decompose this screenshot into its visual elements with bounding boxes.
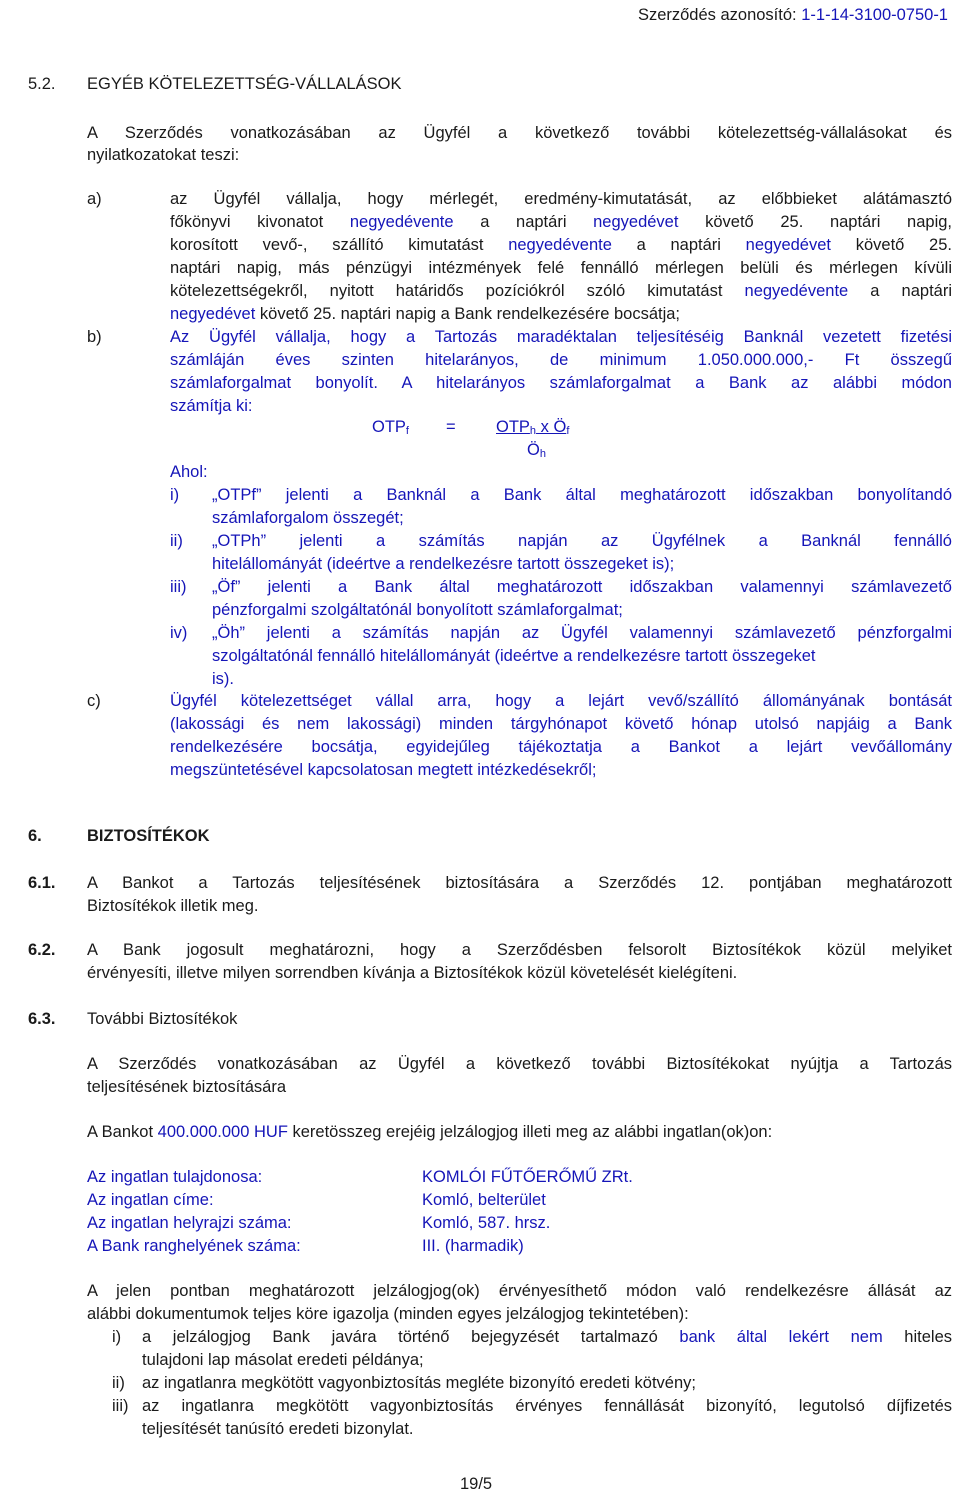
contract-id-header xyxy=(638,6,948,25)
item-a-line-4: naptári napig, más pénzügyi intézmények felé fennálló mérlegen belüli és mérlegen kívüli xyxy=(170,259,952,277)
doc-ii-num: ii) xyxy=(112,1374,125,1392)
section-5-2-number: 5.2. xyxy=(28,75,56,93)
property-parcel-value: Komló, 587. hrsz. xyxy=(422,1214,551,1232)
b-item-ii-line-1: „OTPh” jelenti a számítás napján az Ügyfélnek a Banknál fennálló xyxy=(212,532,952,550)
mortgage-amount-line: A Bankot 400.000.000 HUF keretösszeg erejéig jelzálogjog illeti meg az alábbi ingatlan(ok)on: xyxy=(87,1123,773,1141)
b-item-iv-line-2: szolgáltatónál fennálló hitelállományát (ideértve a rendelkezésre tartott összegeket xyxy=(212,647,816,665)
section-6-2-line-2: érvényesíti, illetve milyen sorrendben kívánja a Biztosítékok közül követelését kielégíteni. xyxy=(87,964,738,982)
docs-intro-line-1: A jelen pontban meghatározott jelzálogjog(ok) érvényesíthető módon való rendelkezésre állását az xyxy=(87,1282,952,1300)
b-item-ii-line-2: hitelállományát (ideértve a rendelkezésre tartott összegeket is); xyxy=(212,555,675,573)
bank-rank-label: A Bank ranghelyének száma: xyxy=(87,1237,301,1255)
section-6-3-p1-line-2: teljesítésének biztosítására xyxy=(87,1078,287,1096)
item-a-line-1: az Ügyfél vállalja, hogy mérlegét, eredmény-kimutatását, az előbbieket alátámasztó xyxy=(170,190,952,208)
item-a-line-5: kötelezettségekről, nyitott határidős pozíciókról szóló kimutatást negyedévente a naptári xyxy=(170,282,953,300)
item-b-label: b) xyxy=(87,328,102,346)
item-c-label: c) xyxy=(87,692,101,710)
contract-id-label: Szerződés azonosító: xyxy=(637,6,797,24)
b-item-iv-line-1: „Öh” jelenti a számítás napján az Ügyfél valamennyi számlavezető pénzforgalmi xyxy=(212,624,952,642)
b-item-i-line-1: „OTPf” jelenti a Banknál a Bank által meghatározott időszakban bonyolítandó xyxy=(212,486,952,504)
doc-iii-num: iii) xyxy=(112,1397,129,1415)
docs-intro-line-2: alábbi dokumentumok teljes köre igazolja (minden egyes jelzálogjog tekintetében): xyxy=(87,1305,689,1323)
section-6-title: BIZTOSÍTÉKOK xyxy=(87,827,210,845)
formula-lhs: OTPf xyxy=(372,418,409,437)
item-a-line-6: negyedévet követő 25. naptári napig a Bank rendelkezésére bocsátja; xyxy=(170,305,681,323)
formula-equals: = xyxy=(446,418,456,436)
b-item-iv-num: iv) xyxy=(170,624,188,642)
item-a-line-3: korosított vevő-, szállító kimutatást negyedévente a naptári negyedévet követő 25. xyxy=(170,236,952,254)
property-address-value: Komló, belterület xyxy=(422,1191,546,1209)
item-a-label: a) xyxy=(87,190,102,208)
item-c-line-2: (lakossági és nem lakossági) minden tárgyhónapot követő hónap utolsó napjáig a Bank xyxy=(170,715,952,733)
section-6-3-p1-line-1: A Szerződés vonatkozásában az Ügyfél a következő további Biztosítékokat nyújtja a Tartozás xyxy=(87,1055,952,1073)
section-6-3-title: További Biztosítékok xyxy=(87,1010,238,1028)
b-item-iii-line-2: pénzforgalmi szolgáltatónál bonyolított számlaforgalmat; xyxy=(212,601,623,619)
b-item-ii-num: ii) xyxy=(170,532,183,550)
formula-denominator: Öh xyxy=(527,441,546,460)
section-6-1-line-2: Biztosítékok illetik meg. xyxy=(87,897,259,915)
property-address-label: Az ingatlan címe: xyxy=(87,1191,214,1209)
item-b-line-2: számláján éves szinten hitelarányos, de minimum 1.050.000.000,- Ft összegű xyxy=(170,351,952,369)
item-b-line-1: Az Ügyfél vállalja, hogy a Tartozás maradéktalan teljesítéséig Banknál vezetett fizetési xyxy=(170,328,952,346)
contract-id-value: 1-1-14-3100-0750-1 xyxy=(801,6,948,24)
item-b-line-4: számítja ki: xyxy=(170,397,253,415)
section-6-3-number: 6.3. xyxy=(28,1010,56,1028)
doc-iii-line-1: az ingatlanra megkötött vagyonbiztosítás érvényes fennállását bizonyító, legutolsó díjfizetés xyxy=(142,1397,952,1415)
property-owner-label: Az ingatlan tulajdonosa: xyxy=(87,1168,263,1186)
b-item-iv-line-3: is). xyxy=(212,670,234,688)
page-number: 19/5 xyxy=(460,1475,493,1493)
bank-rank-value: III. (harmadik) xyxy=(422,1237,524,1255)
section-5-2-title: EGYÉB KÖTELEZETTSÉG-VÁLLALÁSOK xyxy=(87,75,402,93)
item-c-line-1: Ügyfél kötelezettséget vállal arra, hogy a lejárt vevő/szállító állományának bontását xyxy=(170,692,952,710)
item-c-line-4: megszüntetésével kapcsolatosan megtett intézkedésekről; xyxy=(170,761,597,779)
property-owner-value: KOMLÓI FŰTŐERŐMŰ ZRt. xyxy=(422,1168,633,1186)
item-a-line-2: főkönyvi kivonatot negyedévente a naptári negyedévet követő 25. naptári napig, xyxy=(170,213,952,231)
doc-i-line-1: a jelzálogjog Bank javára történő bejegyzését tartalmazó bank által lekért nem hiteles xyxy=(142,1328,953,1346)
b-item-i-num: i) xyxy=(170,486,180,504)
doc-ii-line-1: az ingatlanra megkötött vagyonbiztosítás megléte bizonyító eredeti kötvény; xyxy=(142,1374,696,1392)
doc-i-line-2: tulajdoni lap másolat eredeti példánya; xyxy=(142,1351,424,1369)
section-6-1-number: 6.1. xyxy=(28,874,56,892)
section-6-2-number: 6.2. xyxy=(28,941,56,959)
item-c-line-3: rendelkezésére bocsátja, egyidejűleg tájékoztatja a Bankot a lejárt vevőállomány xyxy=(170,738,952,756)
intro-line-2: nyilatkozatokat teszi: xyxy=(87,146,240,164)
intro-line-1: A Szerződés vonatkozásában az Ügyfél a következő további kötelezettség-vállalásokat és xyxy=(87,124,952,142)
property-parcel-label: Az ingatlan helyrajzi száma: xyxy=(87,1214,292,1232)
doc-iii-line-2: teljesítését tanúsító eredeti bizonylat. xyxy=(142,1420,414,1438)
section-6-1-line-1: A Bankot a Tartozás teljesítésének biztosítására a Szerződés 12. pontjában meghatározott xyxy=(87,874,952,892)
formula-numerator: OTPh x Öf xyxy=(496,418,570,437)
section-6-number: 6. xyxy=(28,827,42,845)
section-6-2-line-1: A Bank jogosult meghatározni, hogy a Szerződésben felsorolt Biztosítékok közül melyiket xyxy=(87,941,952,959)
b-item-iii-num: iii) xyxy=(170,578,187,596)
b-item-i-line-2: számlaforgalom összegét; xyxy=(212,509,404,527)
doc-i-num: i) xyxy=(112,1328,122,1346)
item-b-line-3: számlaforgalmat bonyolít. A hitelarányos számlaforgalmat a Bank az alábbi módon xyxy=(170,374,952,392)
ahol-label: Ahol: xyxy=(170,463,208,481)
b-item-iii-line-1: „Öf” jelenti a Bank által meghatározott időszakban valamennyi számlavezető xyxy=(212,578,952,596)
